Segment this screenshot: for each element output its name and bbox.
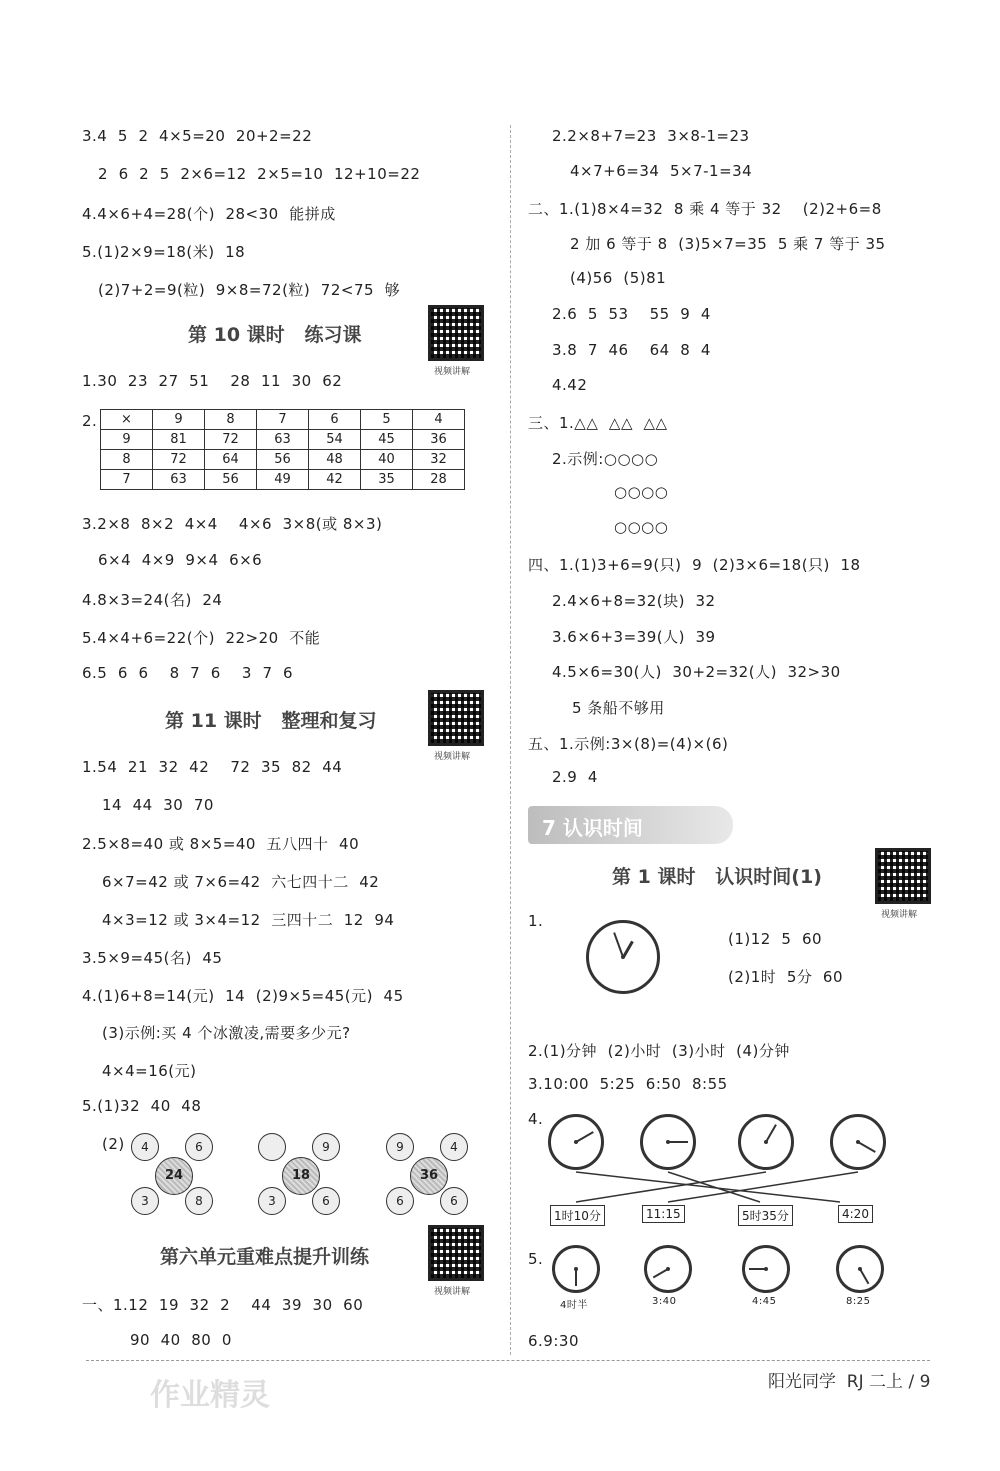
table-cell: 6 [309,410,361,430]
left-line-16: 6×7=42 或 7×6=42 六七四十二 42 [102,873,380,891]
left-line-10: 4.8×3=24(名) 24 [82,591,223,609]
table-cell: 7 [257,410,309,430]
left-line-19: 4.(1)6+8=14(元) 14 (2)9×5=45(元) 45 [82,987,404,1005]
minute-hand [653,1268,669,1278]
minute-hand [576,1131,594,1143]
table-cell: 8 [101,450,153,470]
table-cell: 32 [413,450,465,470]
table-row [101,450,465,470]
table-cell: 8 [205,410,257,430]
minute-hand [765,1124,777,1142]
table-cell: 35 [361,470,413,490]
qr-label: 视频讲解 [434,752,471,762]
right-line-8: 4.42 [552,376,588,394]
right-line-3: 二、1.(1)8×4=32 8 乘 4 等于 32 (2)2+6=8 [528,200,882,218]
table-cell: 40 [361,450,413,470]
right-line-19: 2.9 4 [552,768,598,786]
clock-face [738,1114,794,1170]
flower-diagram-2 [255,1130,345,1220]
petal: 6 [440,1187,468,1215]
left-line-23: (2) [102,1135,125,1153]
minute-hand [575,1269,577,1286]
left-line-13: 1.54 21 32 42 72 35 82 44 [82,758,343,776]
page-footer-brand: 阳光同学 RJ 二上 / 9 [768,1372,931,1392]
flower-diagram-1 [128,1130,218,1220]
left-line-8: 3.2×8 8×2 4×4 4×6 3×8(或 8×3) [82,515,383,533]
minute-hand [858,1141,876,1153]
right-line-10: 2.示例:○○○○ [552,450,659,468]
table-cell: 9 [101,430,153,450]
time-box: 5时35分 [738,1205,793,1226]
right-line-4: 2 加 6 等于 8 (3)5×7=35 5 乘 7 等于 35 [570,235,886,253]
table-cell: 54 [309,430,361,450]
table-cell: 72 [205,430,257,450]
minute-hand [668,1141,688,1143]
right-line-7: 3.8 7 46 64 8 4 [552,341,711,359]
petal: 9 [312,1133,340,1161]
section-title-unit6: 第六单元重难点提升训练 [160,1246,370,1268]
right-line-18: 五、1.示例:3×(8)=(4)×(6) [528,735,729,753]
right-line-5: (4)56 (5)81 [570,269,667,287]
left-line-25: 90 40 80 0 [130,1331,232,1349]
table-cell: 64 [205,450,257,470]
petal: 4 [440,1133,468,1161]
right-line-17: 5 条船不够用 [572,699,665,717]
left-line-21: 4×4=16(元) [102,1062,197,1080]
left-line-12: 6.5 6 6 8 7 6 3 7 6 [82,664,294,682]
qr-code[interactable] [428,305,484,361]
table-cell: × [101,410,153,430]
petal: 4 [131,1133,159,1161]
minute-hand [749,1268,766,1270]
right-line-16: 4.5×6=30(人) 30+2=32(人) 32>30 [552,663,841,681]
clock-face [640,1114,696,1170]
left-line-17: 4×3=12 或 3×4=12 三四十二 12 94 [102,911,395,929]
petal: 6 [185,1133,213,1161]
left-line-1: 3.4 5 2 4×5=20 20+2=22 [82,127,313,145]
clock-face [552,1245,600,1293]
clock-face [742,1245,790,1293]
right-line-13: 四、1.(1)3+6=9(只) 9 (2)3×6=18(只) 18 [528,556,861,574]
petal: 3 [258,1187,286,1215]
left-line-20: (3)示例:买 4 个冰激凌,需要多少元? [102,1024,351,1042]
unit-banner [528,806,733,844]
right-line-9: 三、1.△△ △△ △△ [528,414,668,432]
time-box: 4:20 [838,1205,873,1223]
table-cell: 63 [153,470,205,490]
section-title-11: 第 11 课时 整理和复习 [165,710,377,732]
right-line-21: (1)12 5 60 [728,930,823,948]
flower-center: 18 [282,1157,320,1195]
table-cell: 63 [257,430,309,450]
hour-hand [622,941,634,958]
right-line-26: 5. [528,1250,544,1268]
table-row [101,430,465,450]
right-line-22: (2)1时 5分 60 [728,968,843,986]
right-line-2: 4×7+6=34 5×7-1=34 [570,162,753,180]
right-line-25: 4. [528,1110,544,1128]
table-cell: 45 [361,430,413,450]
column-divider [510,125,511,1355]
table-cell: 5 [361,410,413,430]
left-line-14: 14 44 30 70 [102,796,214,814]
multiplication-table [100,409,465,490]
petal: 9 [386,1133,414,1161]
table-cell: 4 [413,410,465,430]
table-cell: 36 [413,430,465,450]
section-title-1: 第 1 课时 认识时间(1) [612,866,822,888]
clock-caption: 4时半 [560,1300,588,1311]
clock-face [836,1245,884,1293]
clock-face [644,1245,692,1293]
right-line-24: 3.10:00 5:25 6:50 8:55 [528,1075,728,1093]
left-line-6: 1.30 23 27 51 28 11 30 62 [82,372,343,390]
left-line-5: (2)7+2=9(粒) 9×8=72(粒) 72<75 够 [98,281,401,299]
clock-caption: 3:40 [652,1296,677,1307]
flower-center: 24 [155,1157,193,1195]
clock-caption: 4:45 [752,1296,777,1307]
left-line-3: 4.4×6+4=28(个) 28<30 能拼成 [82,205,336,223]
section-title-10: 第 10 课时 练习课 [188,324,362,346]
minute-hand [859,1269,869,1285]
qr-code[interactable] [428,1225,484,1281]
table-cell: 56 [257,450,309,470]
left-line-11: 5.4×4+6=22(个) 22>20 不能 [82,629,321,647]
table-cell: 81 [153,430,205,450]
clock-face [548,1114,604,1170]
time-box: 1时10分 [550,1205,605,1226]
table-label: 2. [82,412,98,430]
petal: 3 [131,1187,159,1215]
time-box: 11:15 [642,1205,685,1223]
unit-title: 7 认识时间 [542,816,643,840]
table-cell: 42 [309,470,361,490]
qr-label: 视频讲解 [881,910,918,920]
right-line-20: 1. [528,912,544,930]
petal: 6 [386,1187,414,1215]
table-row [101,410,465,430]
qr-code[interactable] [428,690,484,746]
left-line-4: 5.(1)2×9=18(米) 18 [82,243,246,261]
left-line-22: 5.(1)32 40 48 [82,1097,202,1115]
right-line-12: ○○○○ [614,518,669,536]
qr-code[interactable] [875,848,931,904]
footer-rule [86,1360,930,1361]
flower-center: 36 [410,1157,448,1195]
table-row [101,470,465,490]
table-cell: 9 [153,410,205,430]
right-line-1: 2.2×8+7=23 3×8-1=23 [552,127,750,145]
right-line-15: 3.6×6+3=39(人) 39 [552,628,716,646]
matching-lines [540,1170,900,1206]
table-cell: 56 [205,470,257,490]
table-cell: 49 [257,470,309,490]
left-line-15: 2.5×8=40 或 8×5=40 五八四十 40 [82,835,360,853]
left-line-18: 3.5×9=45(名) 45 [82,949,223,967]
right-line-11: ○○○○ [614,483,669,501]
table-cell: 7 [101,470,153,490]
left-line-9: 6×4 4×9 9×4 6×6 [98,551,263,569]
clock-caption: 8:25 [846,1296,871,1307]
qr-label: 视频讲解 [434,367,471,377]
petal: 8 [185,1187,213,1215]
right-line-23: 2.(1)分钟 (2)小时 (3)小时 (4)分钟 [528,1042,790,1060]
left-line-2: 2 6 2 5 2×6=12 2×5=10 12+10=22 [98,165,421,183]
clock-face [586,920,660,994]
watermark: 作业精灵 [150,1378,270,1413]
table-cell: 72 [153,450,205,470]
left-line-24: 一、1.12 19 32 2 44 39 30 60 [82,1296,364,1314]
clock-face [830,1114,886,1170]
right-line-14: 2.4×6+8=32(块) 32 [552,592,716,610]
table-cell: 28 [413,470,465,490]
petal [258,1133,286,1161]
right-line-27: 6.9:30 [528,1332,579,1350]
right-line-6: 2.6 5 53 55 9 4 [552,305,711,323]
petal: 6 [312,1187,340,1215]
table-cell: 48 [309,450,361,470]
flower-diagram-3 [383,1130,473,1220]
qr-label: 视频讲解 [434,1287,471,1297]
